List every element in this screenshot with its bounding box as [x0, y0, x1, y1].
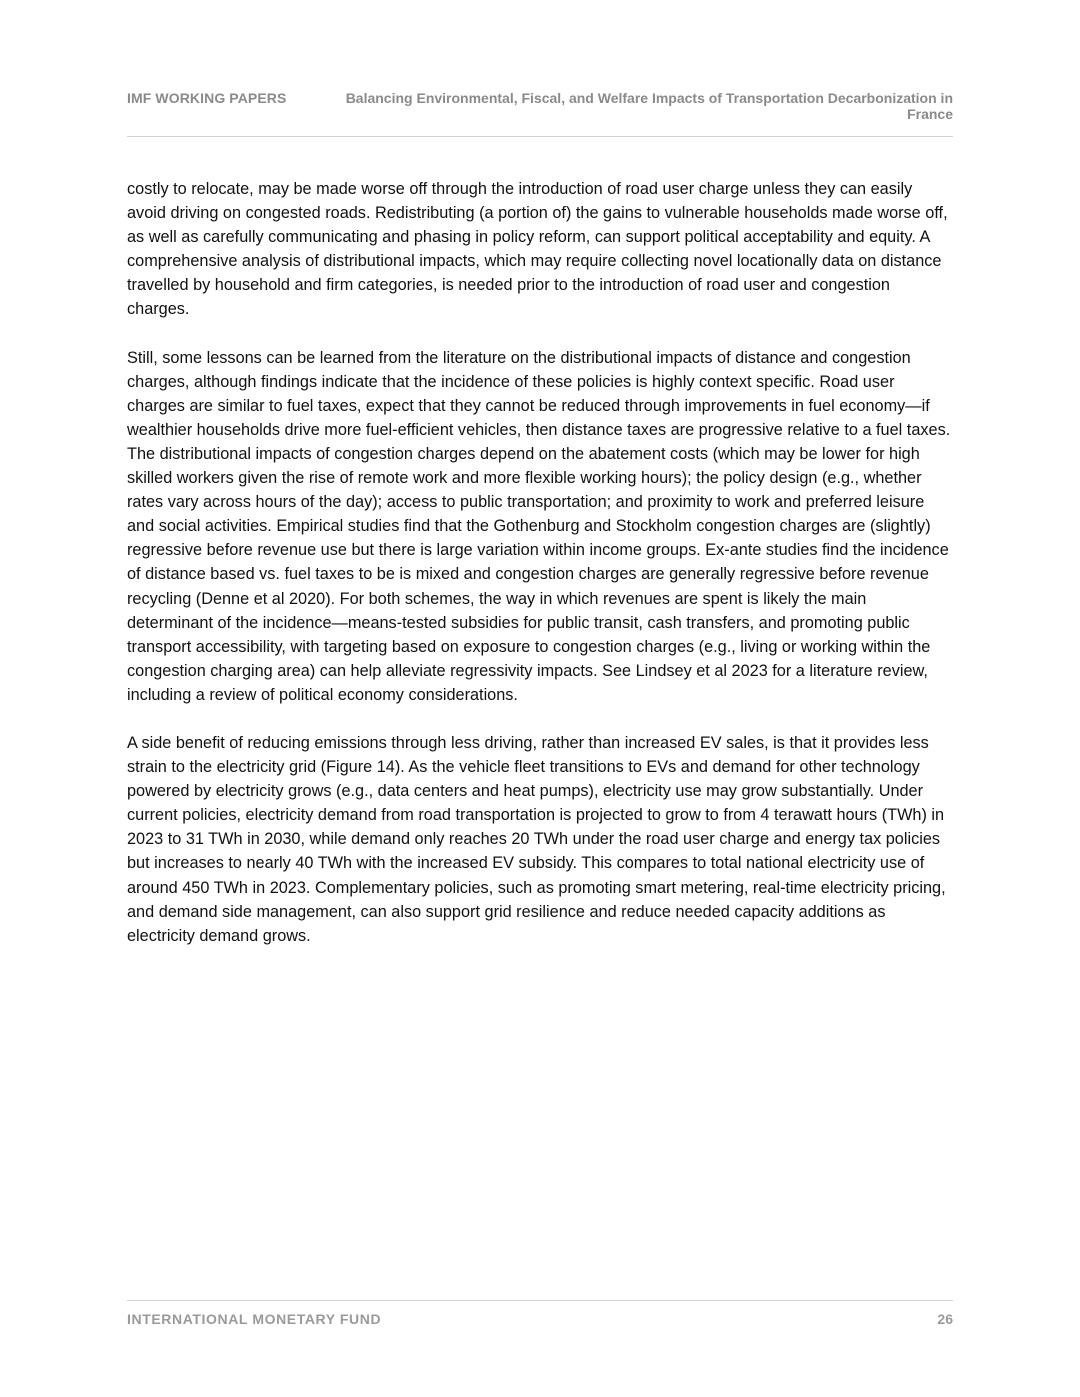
series-label: IMF WORKING PAPERS: [127, 90, 287, 106]
page-header: [127, 88, 953, 137]
paragraph-1: costly to relocate, may be made worse off through the introduction of road user charge unless they can easily avoid driving on congested roads. Redistributing (a portion of) the gains to vulnerable households made worse off, as well as carefully communicating and phasing in policy reform, can support political acceptability and equity. A comprehensive analysis of distributional impacts, which may require collecting novel locationally data on distance travelled by household and firm categories, is needed prior to the introduction of road user and congestion charges.: [127, 180, 948, 319]
paragraph-3: A side benefit of reducing emissions through less driving, rather than increased EV sales, is that it provides less strain to the electricity grid (Figure 14). As the vehicle fleet transitions to EVs and demand for other technology powered by electricity grows (e.g., data centers and heat pumps), electricity use may grow substantially. Under current policies, electricity demand from road transportation is projected to grow to from 4 terawatt hours (TWh) in 2023 to 31 TWh in 2030, while demand only reaches 20 TWh under the road user charge and energy tax policies but increases to nearly 40 TWh with the increased EV subsidy. This compares to total national electricity use of around 450 TWh in 2023. Complementary policies, such as promoting smart metering, real-time electricity pricing, and demand side management, can also support grid resilience and reduce needed capacity additions as electricity demand grows.: [127, 733, 946, 945]
body-text: [127, 177, 953, 972]
page-number: 26: [937, 1311, 953, 1327]
page-footer: [127, 1300, 953, 1331]
paragraph-2: Still, some lessons can be learned from the literature on the distributional impacts of distance and congestion charges, although findings indicate that the incidence of these policies is highly context specific. Road user charges are similar to fuel taxes, expect that they cannot be reduced through improvements in fuel economy—if wealthier households drive more fuel-efficient vehicles, then distance taxes are progressive relative to a fuel taxes. The distributional impacts of congestion charges depend on the abatement costs (which may be lower for high skilled workers given the rise of remote work and more flexible working hours); the policy design (e.g., whether rates vary across hours of the day); access to public transportation; and proximity to work and preferred leisure and social activities. Empirical studies find that the Gothenburg and Stockholm congestion charges are (slightly) regressive before revenue use but there is large variation within income groups. Ex-ante studies find the incidence of distance based vs. fuel taxes to be is mixed and congestion charges are generally regressive before revenue recycling (Denne et al 2020). For both schemes, the way in which revenues are spent is likely the main determinant of the incidence—means-tested subsidies for public transit, cash transfers, and promoting public transport accessibility, with targeting based on exposure to congestion charges (e.g., living or working within the congestion charging area) can help alleviate regressivity impacts. See Lindsey et al 2023 for a literature review, including a review of political economy considerations.: [127, 348, 951, 704]
footer-organization: INTERNATIONAL MONETARY FUND: [127, 1311, 382, 1327]
paper-title: Balancing Environmental, Fiscal, and Welfare Impacts of Transportation Decarbonization in France: [345, 90, 953, 122]
